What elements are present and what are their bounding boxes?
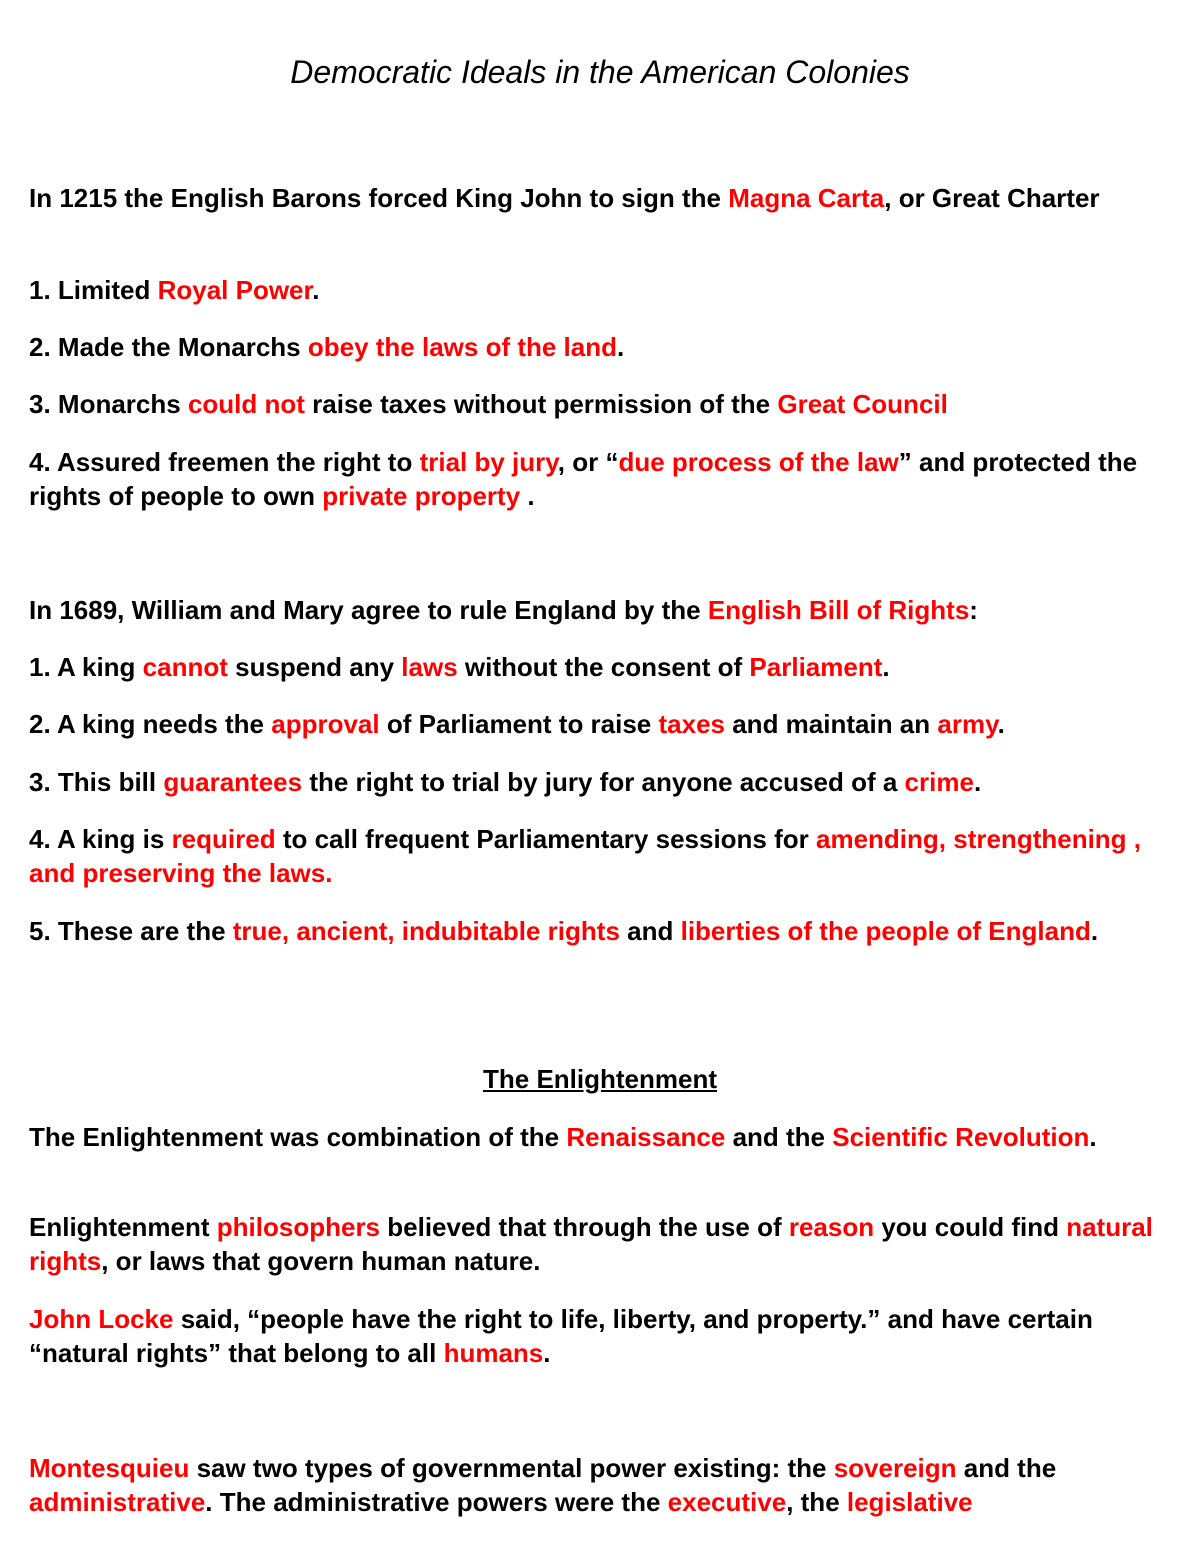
answer-text: taxes bbox=[658, 709, 725, 739]
body-text: , or laws that govern human nature. bbox=[101, 1246, 541, 1276]
body-text: . bbox=[543, 1338, 551, 1368]
answer-text: due process of the law bbox=[618, 447, 899, 477]
body-text: believed that through the use of bbox=[380, 1212, 789, 1242]
answer-text: obey the laws of the land bbox=[307, 332, 617, 362]
body-text: of Parliament to raise bbox=[379, 709, 659, 739]
answer-text: crime bbox=[904, 767, 974, 797]
body-text: . bbox=[997, 709, 1005, 739]
body-text: ” and protected the rights of people to own bbox=[29, 447, 1138, 511]
body-text: , or “ bbox=[557, 447, 619, 477]
body-text: . bbox=[973, 767, 982, 797]
answer-text: sovereign bbox=[833, 1453, 957, 1483]
body-text: said, “people have the right to life, liberty, and property.” and have certain “natural rights” that belong to all bbox=[29, 1304, 1093, 1368]
bill-of-rights-item-3 bbox=[29, 765, 1154, 799]
answer-text: Renaissance bbox=[566, 1122, 726, 1152]
body-text: , the bbox=[786, 1487, 847, 1517]
bill-of-rights-item-1 bbox=[29, 650, 1154, 684]
answer-text: could not bbox=[187, 389, 305, 419]
enlightenment-paragraph-4 bbox=[29, 1451, 1154, 1519]
body-text: and bbox=[619, 916, 681, 946]
body-text: 2. Made the Monarchs bbox=[29, 332, 308, 362]
body-text: 4. A king is bbox=[29, 824, 172, 854]
answer-text: liberties of the people of England bbox=[680, 916, 1091, 946]
body-text: 4. Assured freemen the right to bbox=[29, 447, 420, 477]
magna-carta-item-1 bbox=[29, 273, 1154, 307]
body-text: and the bbox=[956, 1453, 1057, 1483]
body-text: : bbox=[969, 595, 978, 625]
body-text: The Enlightenment was combination of the bbox=[29, 1122, 567, 1152]
answer-text: Montesquieu bbox=[29, 1453, 190, 1483]
answer-text: legislative bbox=[846, 1487, 973, 1517]
body-text: 1. Limited bbox=[29, 275, 158, 305]
answer-text: reason bbox=[788, 1212, 875, 1242]
body-text: without the consent of bbox=[457, 652, 750, 682]
body-text: 5. These are the bbox=[29, 916, 233, 946]
body-text: In 1215 the English Barons forced King John to sign the bbox=[29, 183, 729, 213]
body-text: 3. Monarchs bbox=[29, 389, 188, 419]
body-text: . bbox=[312, 275, 320, 305]
answer-text: private property bbox=[322, 481, 521, 511]
bill-of-rights-item-5 bbox=[29, 914, 1154, 948]
body-text: to call frequent Parliamentary sessions for bbox=[275, 824, 816, 854]
body-text: , or Great Charter bbox=[884, 183, 1100, 213]
answer-text: approval bbox=[271, 709, 380, 739]
body-text: raise taxes without permission of the bbox=[304, 389, 778, 419]
answer-text: John Locke bbox=[29, 1304, 174, 1334]
answer-text: Great Council bbox=[777, 389, 948, 419]
answer-text: humans bbox=[443, 1338, 544, 1368]
answer-text: Scientific Revolution bbox=[832, 1122, 1090, 1152]
enlightenment-heading: The Enlightenment bbox=[483, 1064, 717, 1094]
answer-text: amending, strengthening , and preserving the laws. bbox=[29, 824, 1142, 888]
body-text: . bbox=[882, 652, 890, 682]
answer-text: English Bill of Rights bbox=[707, 595, 970, 625]
answer-text: Parliament bbox=[749, 652, 883, 682]
enlightenment-paragraph-1 bbox=[29, 1120, 1154, 1154]
body-text: . bbox=[617, 332, 625, 362]
answer-text: Magna Carta bbox=[728, 183, 885, 213]
body-text: you could find bbox=[874, 1212, 1067, 1242]
body-text: In 1689, William and Mary agree to rule England by the bbox=[29, 595, 708, 625]
body-text: and maintain an bbox=[725, 709, 938, 739]
body-text: saw two types of governmental power existing: the bbox=[189, 1453, 834, 1483]
bill-of-rights-item-2 bbox=[29, 707, 1154, 741]
magna-carta-item-3 bbox=[29, 387, 1154, 421]
document-title: Democratic Ideals in the American Colonies bbox=[290, 54, 910, 90]
magna-carta-item-4 bbox=[29, 445, 1154, 513]
body-text: 3. This bill bbox=[29, 767, 164, 797]
body-text: . bbox=[520, 481, 535, 511]
body-text: suspend any bbox=[227, 652, 402, 682]
answer-text: guarantees bbox=[163, 767, 303, 797]
bill-of-rights-item-4 bbox=[29, 822, 1154, 890]
body-text: 1. A king bbox=[29, 652, 143, 682]
answer-text: Royal Power bbox=[157, 275, 313, 305]
body-text: . bbox=[1090, 916, 1099, 946]
answer-text: philosophers bbox=[216, 1212, 381, 1242]
answer-text: trial by jury bbox=[419, 447, 558, 477]
answer-text: executive bbox=[667, 1487, 787, 1517]
body-text: . The administrative powers were the bbox=[205, 1487, 668, 1517]
answer-text: laws bbox=[401, 652, 458, 682]
answer-text: true, ancient, indubitable rights bbox=[232, 916, 620, 946]
answer-text: administrative bbox=[29, 1487, 206, 1517]
body-text: Enlightenment bbox=[29, 1212, 217, 1242]
body-text: 2. A king needs the bbox=[29, 709, 272, 739]
answer-text: required bbox=[171, 824, 276, 854]
enlightenment-paragraph-2 bbox=[29, 1210, 1154, 1278]
magna-carta-intro bbox=[29, 181, 1154, 215]
answer-text: natural rights bbox=[29, 1212, 1153, 1276]
body-text: . bbox=[1089, 1122, 1097, 1152]
enlightenment-paragraph-3 bbox=[29, 1302, 1154, 1370]
magna-carta-item-2 bbox=[29, 330, 1154, 364]
bill-of-rights-intro bbox=[29, 593, 1154, 627]
body-text: the right to trial by jury for anyone accused of a bbox=[302, 767, 905, 797]
answer-text: army bbox=[937, 709, 998, 739]
answer-text: cannot bbox=[142, 652, 228, 682]
body-text: and the bbox=[725, 1122, 833, 1152]
